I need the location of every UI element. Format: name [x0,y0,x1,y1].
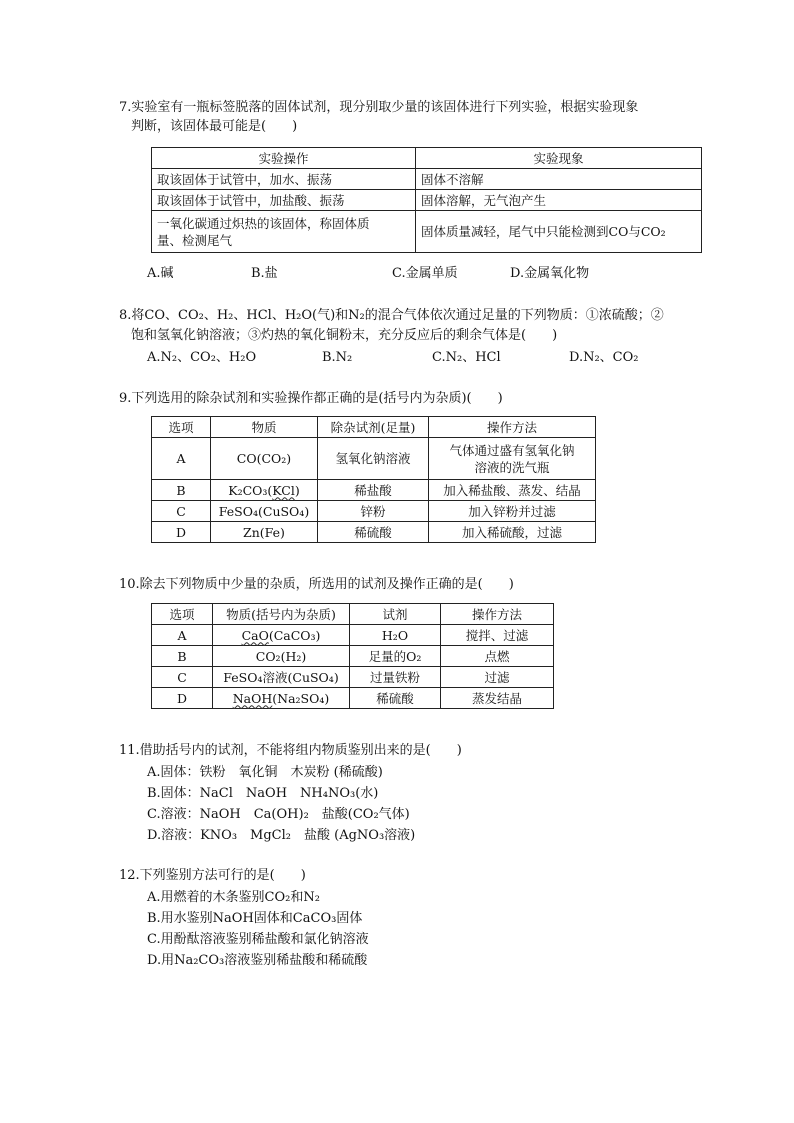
q9-table [151,416,596,543]
q11-option-b: B.固体：NaCl NaOH NH₄NO₃(水) [147,786,379,801]
q9-b-option: B [152,480,211,501]
q10-table [151,603,554,709]
q10-c-method: 过滤 [441,667,554,688]
q7-option-b: B.盐 [251,266,278,281]
q7-row1-operation: 取该固体于试管中，加水、振荡 [152,169,416,190]
q7-stem-line1: 7.实验室有一瓶标签脱落的固体试剂，现分别取少量的该固体进行下列实验，根据实验现象 [119,100,639,115]
q8-option-a: A.N₂、CO₂、H₂O [147,350,257,365]
q10-b-reagent: 足量的O₂ [350,646,441,667]
q10-a-method: 搅拌、过滤 [441,625,554,646]
table-row [152,501,596,522]
table-row [152,667,554,688]
q9-a-method [429,438,596,480]
q9-a-method-line1: 气体通过盛有氢氧化钠 [449,442,575,458]
q9-c-method: 加入锌粉并过滤 [429,501,596,522]
table-row [152,646,554,667]
q7-row3-operation-line1: 一氧化碳通过炽热的该固体，称固体质 [157,215,370,231]
q8-stem-line1: 8.将CO、CO₂、H₂、HCl、H₂O(气)和N₂的混合气体依次通过足量的下列物质：①浓硫酸；② [119,308,664,323]
q10-d-substance: NaOH(Na₂SO₄) [213,688,350,709]
table-row [152,438,596,480]
q10-header-substance: 物质(括号内为杂质) [213,604,350,625]
q7-row1-phenomenon: 固体不溶解 [416,169,702,190]
q10-a-option: A [152,625,213,646]
q9-a-reagent: 氢氧化钠溶液 [318,438,429,480]
q10-stem: 10.除去下列物质中少量的杂质，所选用的试剂及操作正确的是( ) [119,577,514,592]
q7-table [151,147,702,253]
q10-b-option: B [152,646,213,667]
q10-d-option: D [152,688,213,709]
q10-c-option: C [152,667,213,688]
q7-stem-line2: 判断，该固体最可能是( ) [131,119,298,134]
q11-stem: 11.借助括号内的试剂，不能将组内物质鉴别出来的是( ) [119,743,462,758]
q9-header-method: 操作方法 [429,417,596,438]
q9-c-option: C [152,501,211,522]
q7-row2-operation: 取该固体于试管中，加盐酸、振荡 [152,190,416,211]
table-row [152,688,554,709]
q11-option-d: D.溶液：KNO₃ MgCl₂ 盐酸 (AgNO₃溶液) [147,828,416,843]
q10-header-method: 操作方法 [441,604,554,625]
q7-row2-phenomenon: 固体溶解，无气泡产生 [416,190,702,211]
q7-header-phenomenon: 实验现象 [416,148,702,169]
q9-b-reagent: 稀盐酸 [318,480,429,501]
q11-option-c: C.溶液：NaOH Ca(OH)₂ 盐酸(CO₂气体) [147,807,410,822]
q7-row3-phenomenon: 固体质量减轻，尾气中只能检测到CO与CO₂ [416,211,702,253]
table-row [152,522,596,543]
q11-option-a: A.固体：铁粉 氧化铜 木炭粉 (稀硫酸) [147,765,383,780]
q7-row3-operation-line2: 量、检测尾气 [157,232,233,248]
q9-a-option: A [152,438,211,480]
q9-header-option: 选项 [152,417,211,438]
q10-header-reagent: 试剂 [350,604,441,625]
table-row [152,480,596,501]
q9-b-substance: K₂CO₃(KCl) [211,480,318,501]
q9-d-substance: Zn(Fe) [211,522,318,543]
q12-option-c: C.用酚酞溶液鉴别稀盐酸和氯化钠溶液 [147,932,369,947]
q7-row3-operation [152,211,416,253]
q10-header-option: 选项 [152,604,213,625]
q9-d-reagent: 稀硫酸 [318,522,429,543]
q10-d-method: 蒸发结晶 [441,688,554,709]
q9-c-reagent: 锌粉 [318,501,429,522]
q12-option-d: D.用Na₂CO₃溶液鉴别稀盐酸和稀硫酸 [147,953,368,968]
q7-option-a: A.碱 [147,266,174,281]
q12-option-b: B.用水鉴别NaOH固体和CaCO₃固体 [147,911,363,926]
q9-c-substance: FeSO₄(CuSO₄) [211,501,318,522]
table-row [152,625,554,646]
q9-d-method: 加入稀硫酸，过滤 [429,522,596,543]
q10-b-method: 点燃 [441,646,554,667]
q10-a-reagent: H₂O [350,625,441,646]
q9-a-substance: CO(CO₂) [211,438,318,480]
q7-option-c: C.金属单质 [392,266,458,281]
q10-c-reagent: 过量铁粉 [350,667,441,688]
q7-header-operation: 实验操作 [152,148,416,169]
q12-option-a: A.用燃着的木条鉴别CO₂和N₂ [147,890,320,905]
q10-d-reagent: 稀硫酸 [350,688,441,709]
q9-stem: 9.下列选用的除杂试剂和实验操作都正确的是(括号内为杂质)( ) [119,391,503,406]
q8-option-d: D.N₂、CO₂ [569,350,639,365]
q9-d-option: D [152,522,211,543]
q8-option-b: B.N₂ [322,350,353,365]
q10-b-substance: CO₂(H₂) [213,646,350,667]
q9-header-substance: 物质 [211,417,318,438]
q7-option-d: D.金属氧化物 [510,266,590,281]
q12-stem: 12.下列鉴别方法可行的是( ) [119,868,306,883]
q10-a-substance: CaO(CaCO₃) [213,625,350,646]
q8-option-c: C.N₂、HCl [432,350,501,365]
q9-b-method: 加入稀盐酸、蒸发、结晶 [429,480,596,501]
q10-c-substance: FeSO₄溶液(CuSO₄) [213,667,350,688]
q9-header-reagent: 除杂试剂(足量) [318,417,429,438]
q8-stem-line2: 饱和氢氧化钠溶液；③灼热的氧化铜粉末，充分反应后的剩余气体是( ) [131,328,558,343]
q9-a-method-line2: 溶液的洗气瓶 [474,459,550,475]
